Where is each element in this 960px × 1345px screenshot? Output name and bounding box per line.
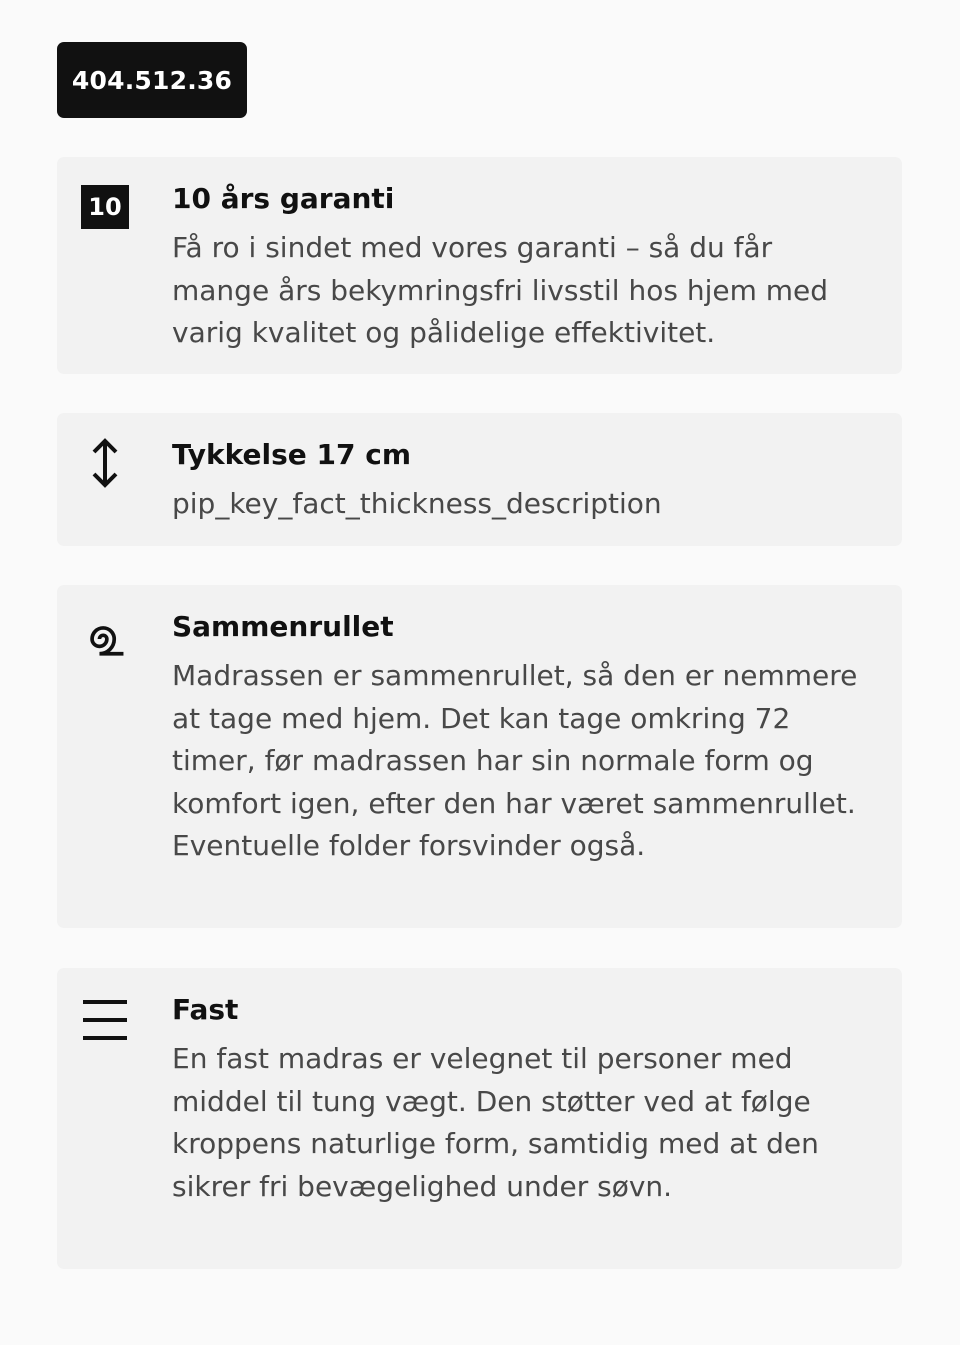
key-fact-firmness	[57, 968, 902, 1269]
article-number-badge	[57, 42, 247, 118]
key-fact-description: pip_key_fact_thickness_description	[172, 487, 662, 520]
thickness-arrows-icon	[81, 437, 129, 485]
key-fact-description: Få ro i sindet med vores garanti – så du får mange års bekymringsfri livsstil hos hjem med varig kvalitet og pålidelige effektivitet.	[172, 231, 829, 349]
key-fact-title: Fast	[172, 993, 239, 1026]
key-fact-rolled	[57, 585, 902, 928]
rolled-spiral-icon	[81, 609, 129, 657]
warranty-10-icon: 10	[81, 181, 129, 229]
key-fact-thickness	[57, 413, 902, 546]
key-fact-warranty	[57, 157, 902, 374]
key-fact-title: 10 års garanti	[172, 182, 395, 215]
key-fact-description: En fast madras er velegnet til personer med middel til tung vægt. Den støtter ved at følge kroppens naturlige form, samtidig med at den sikrer fri bevægelighed under søvn.	[172, 1042, 819, 1203]
firmness-lines-icon	[81, 992, 129, 1040]
key-fact-title: Tykkelse 17 cm	[172, 438, 411, 471]
article-number: 404.512.36	[71, 65, 233, 95]
key-fact-description: Madrassen er sammenrullet, så den er nemmere at tage med hjem. Det kan tage omkring 72 timer, før madrassen har sin normale form og komfort igen, efter den har været sammenrullet. Eventuelle folder forsvinder også.	[172, 659, 858, 862]
key-fact-title: Sammenrullet	[172, 610, 394, 643]
